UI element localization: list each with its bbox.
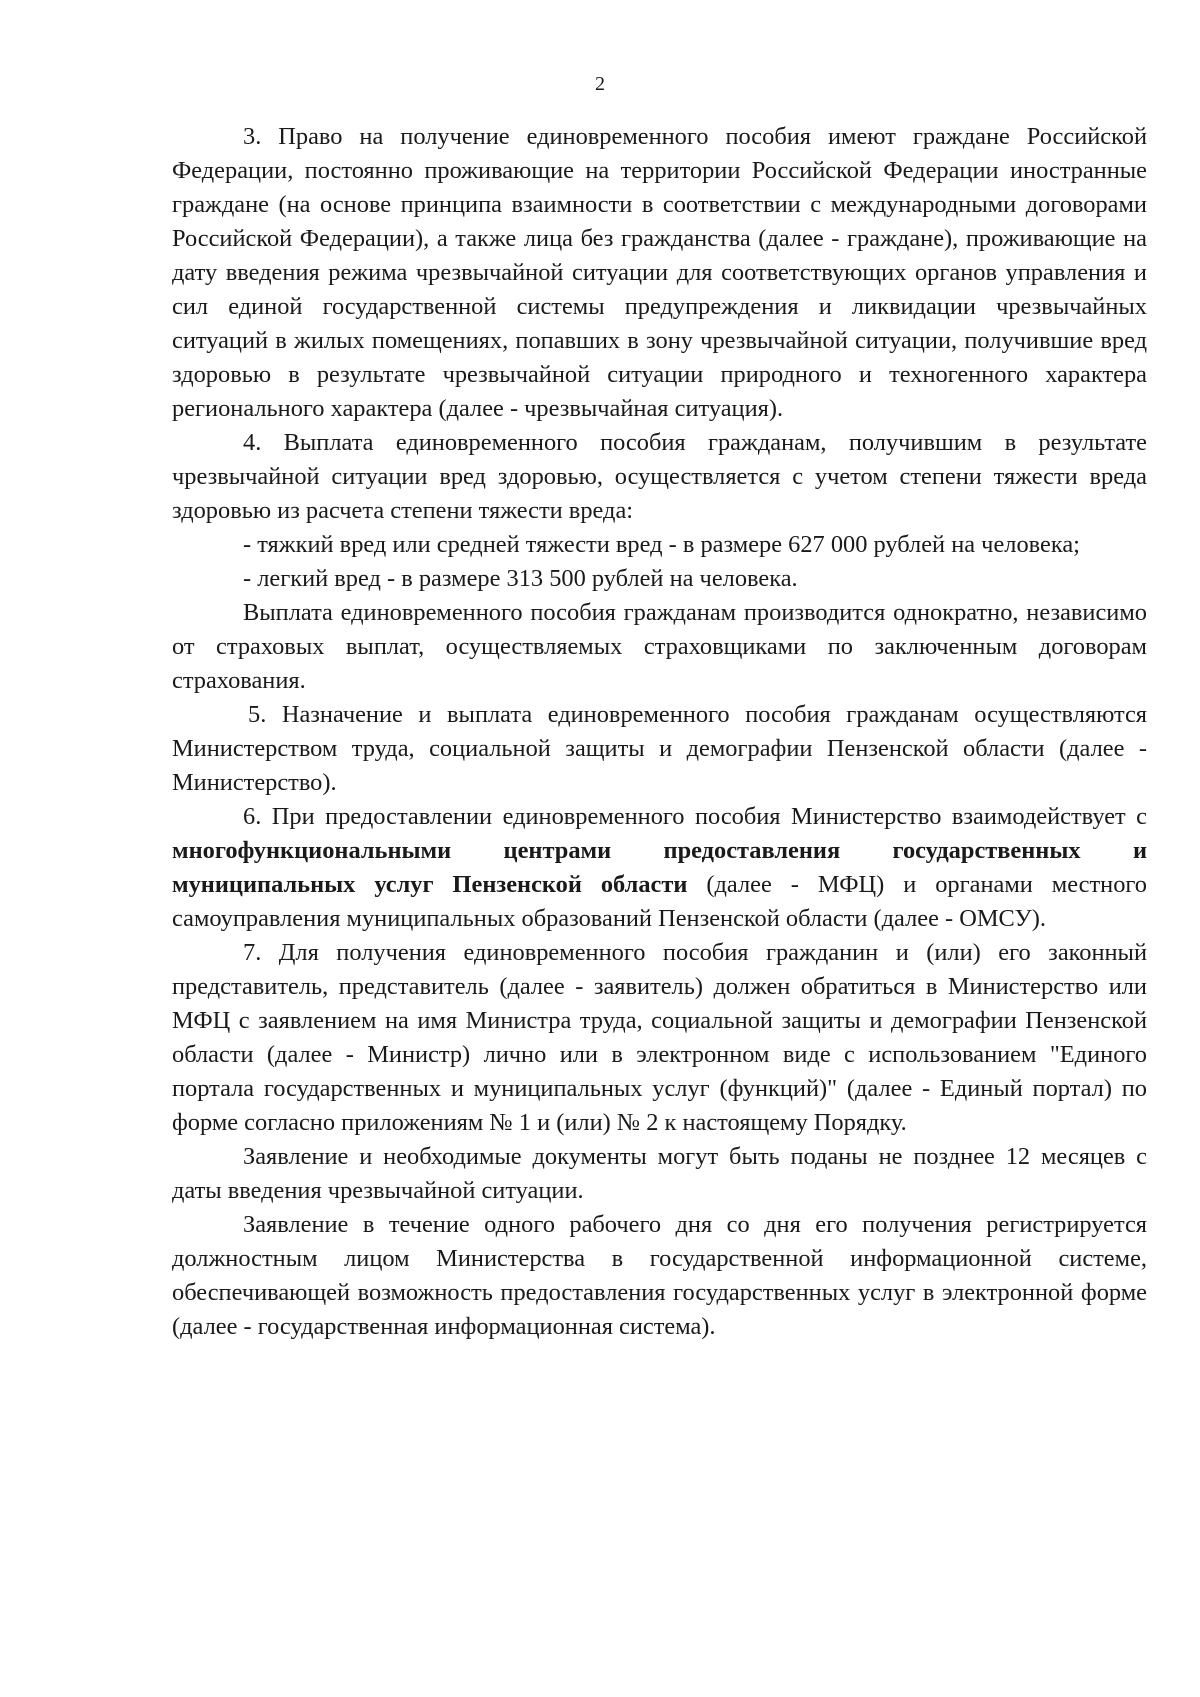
document-body: [172, 120, 1147, 1344]
paragraph-4-list-item-light: - легкий вред - в размере 313 500 рублей на человека.: [243, 565, 798, 592]
paragraph-6-text-after: (далее - МФЦ) и органами местного самоуправления муниципальных образований Пензенской области (далее - ОМСУ).: [172, 871, 1147, 932]
paragraph-4: 4. Выплата единовременного пособия гражданам, получившим в результате чрезвычайной ситуации вред здоровью, осуществляется с учетом степени тяжести вреда здоровью из расчета степени тяжести вреда:: [172, 429, 1147, 524]
paragraph-6: [172, 800, 1147, 936]
paragraph-6-text-before: 6. При предоставлении единовременного пособия Министерство взаимодействует с: [243, 803, 1147, 830]
paragraph-4-payment-note: Выплата единовременного пособия гражданам производится однократно, независимо от страховых выплат, осуществляемых страховщиками по заключенным договорам страхования.: [172, 599, 1147, 694]
paragraph-7-deadline: Заявление и необходимые документы могут быть поданы не позднее 12 месяцев с даты введения чрезвычайной ситуации.: [172, 1143, 1147, 1204]
paragraph-7-registration: Заявление в течение одного рабочего дня со дня его получения регистрируется должностным лицом Министерства в государственной информационной системе, обеспечивающей возможность предоставления государственных услуг в электронной форме (далее - государственная информационная система).: [172, 1211, 1147, 1340]
paragraph-5: 5. Назначение и выплата единовременного пособия гражданам осуществляются Министерством труда, социальной защиты и демографии Пензенской области (далее - Министерство).: [172, 701, 1147, 796]
paragraph-4-list-item-severe: - тяжкий вред или средней тяжести вред - в размере 627 000 рублей на человека;: [243, 531, 1080, 558]
paragraph-3: 3. Право на получение единовременного пособия имеют граждане Российской Федерации, постоянно проживающие на территории Российской Федерации иностранные граждане (на основе принципа взаимности в соответствии с международными договорами Российской Федерации), а также лица без гражданства (далее - граждане), проживающие на дату введения режима чрезвычайной ситуации для соответствующих органов управления и сил единой государственной системы предупреждения и ликвидации чрезвычайных ситуаций в жилых помещениях, попавших в зону чрезвычайной ситуации, получившие вред здоровью в результате чрезвычайной ситуации природного и техногенного характера регионального характера (далее - чрезвычайная ситуация).: [172, 123, 1147, 422]
paragraph-6-mfc-bold: многофункциональными центрами предоставления государственных и муниципальных услуг Пензенской области: [172, 837, 1147, 898]
page-number: 2: [595, 73, 605, 95]
paragraph-7: 7. Для получения единовременного пособия гражданин и (или) его законный представитель, представитель (далее - заявитель) должен обратиться в Министерство или МФЦ с заявлением на имя Министра труда, социальной защиты и демографии Пензенской области (далее - Министр) лично или в электронном виде с использованием "Единого портала государственных и муниципальных услуг (функций)" (далее - Единый портал) по форме согласно приложениям № 1 и (или) № 2 к настоящему Порядку.: [172, 939, 1147, 1136]
